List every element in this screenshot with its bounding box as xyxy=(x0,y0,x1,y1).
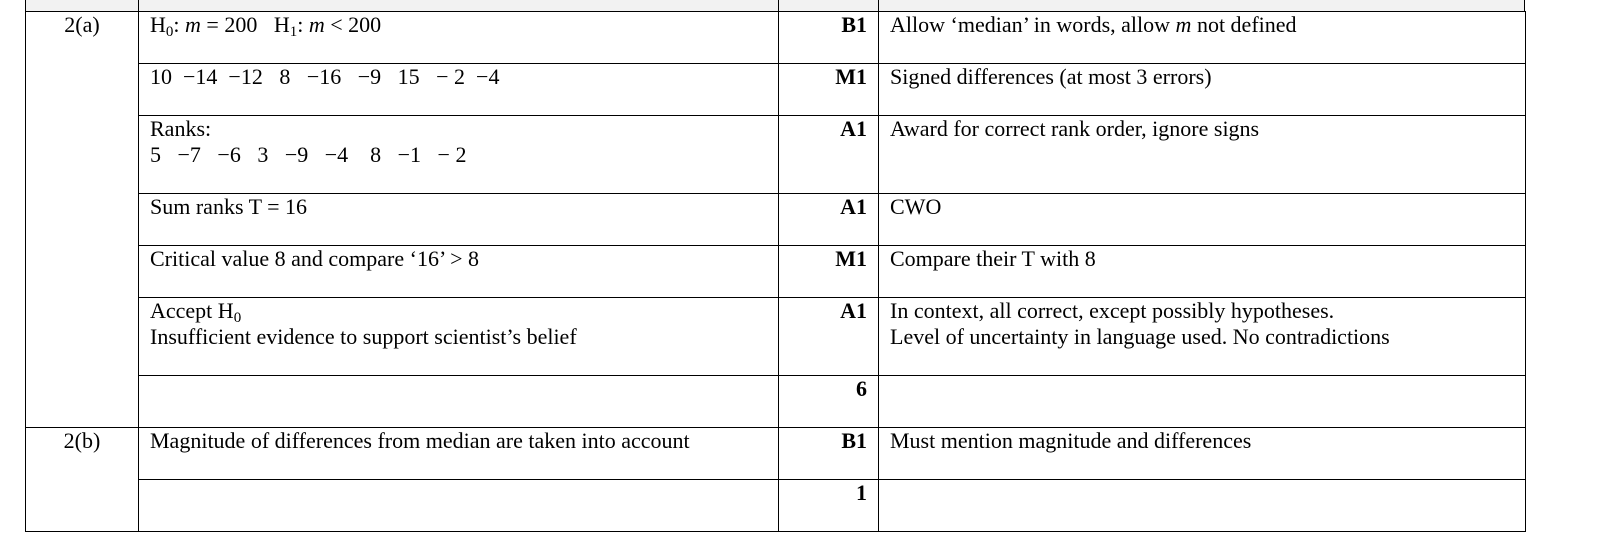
answer-cell: Critical value 8 and compare ‘16’ > 8 xyxy=(139,246,779,298)
guidance-cell: Compare their T with 8 xyxy=(879,246,1526,298)
answer-cell: $H_0$: m = 200 $H_1$: m < 200 xyxy=(139,12,779,64)
guidance-cell: Must mention magnitude and differences xyxy=(879,428,1526,480)
guidance-cell-empty xyxy=(879,376,1526,428)
mark-scheme-table xyxy=(25,11,1526,532)
guidance-cell: Signed differences (at most 3 errors) xyxy=(879,64,1526,116)
total-mark: 6 xyxy=(779,376,879,428)
question-number: 2(b) xyxy=(26,428,139,532)
answer-cell: Sum ranks T = 16 xyxy=(139,194,779,246)
answer-cell-empty xyxy=(139,480,779,532)
table-row xyxy=(26,246,1526,298)
guidance-cell: CWO xyxy=(879,194,1526,246)
mark-cell: B1 xyxy=(779,12,879,64)
answer-line: Insufficient evidence to support scientist’s belief xyxy=(150,324,577,349)
answer-line: 10 −14 −12 8 −16 −9 15 − 2 −4 xyxy=(150,64,500,89)
table-row xyxy=(26,298,1526,376)
guidance-cell-empty xyxy=(879,480,1526,532)
table-row xyxy=(26,116,1526,194)
table-row xyxy=(26,12,1526,64)
answer-cell xyxy=(139,116,779,194)
table-row xyxy=(26,64,1526,116)
table-row xyxy=(26,376,1526,428)
answer-cell xyxy=(139,298,779,376)
mark-cell: B1 xyxy=(779,428,879,480)
guidance-cell: Award for correct rank order, ignore signs xyxy=(879,116,1526,194)
mark-cell: M1 xyxy=(779,64,879,116)
mark-cell: A1 xyxy=(779,116,879,194)
answer-cell-empty xyxy=(139,376,779,428)
table-row xyxy=(26,428,1526,480)
answer-line: 5 −7 −6 3 −9 −4 8 −1 − 2 xyxy=(150,142,467,167)
guidance-line: In context, all correct, except possibly hypotheses. xyxy=(890,298,1335,323)
total-mark: 1 xyxy=(779,480,879,532)
answer-cell: Magnitude of differences from median are taken into account xyxy=(139,428,779,480)
answer-cell xyxy=(139,64,779,116)
answer-line: Accept $H_0$ xyxy=(150,298,242,326)
mark-cell: M1 xyxy=(779,246,879,298)
guidance-line: Level of uncertainty in language used. No contradictions xyxy=(890,324,1390,349)
table-row xyxy=(26,194,1526,246)
table-row xyxy=(26,480,1526,532)
guidance-cell: Allow ‘median’ in words, allow m not defined xyxy=(879,12,1526,64)
answer-line: Ranks: xyxy=(150,116,212,141)
guidance-cell xyxy=(879,298,1526,376)
question-number: 2(a) xyxy=(26,12,139,428)
mark-cell: A1 xyxy=(779,298,879,376)
mark-cell: A1 xyxy=(779,194,879,246)
